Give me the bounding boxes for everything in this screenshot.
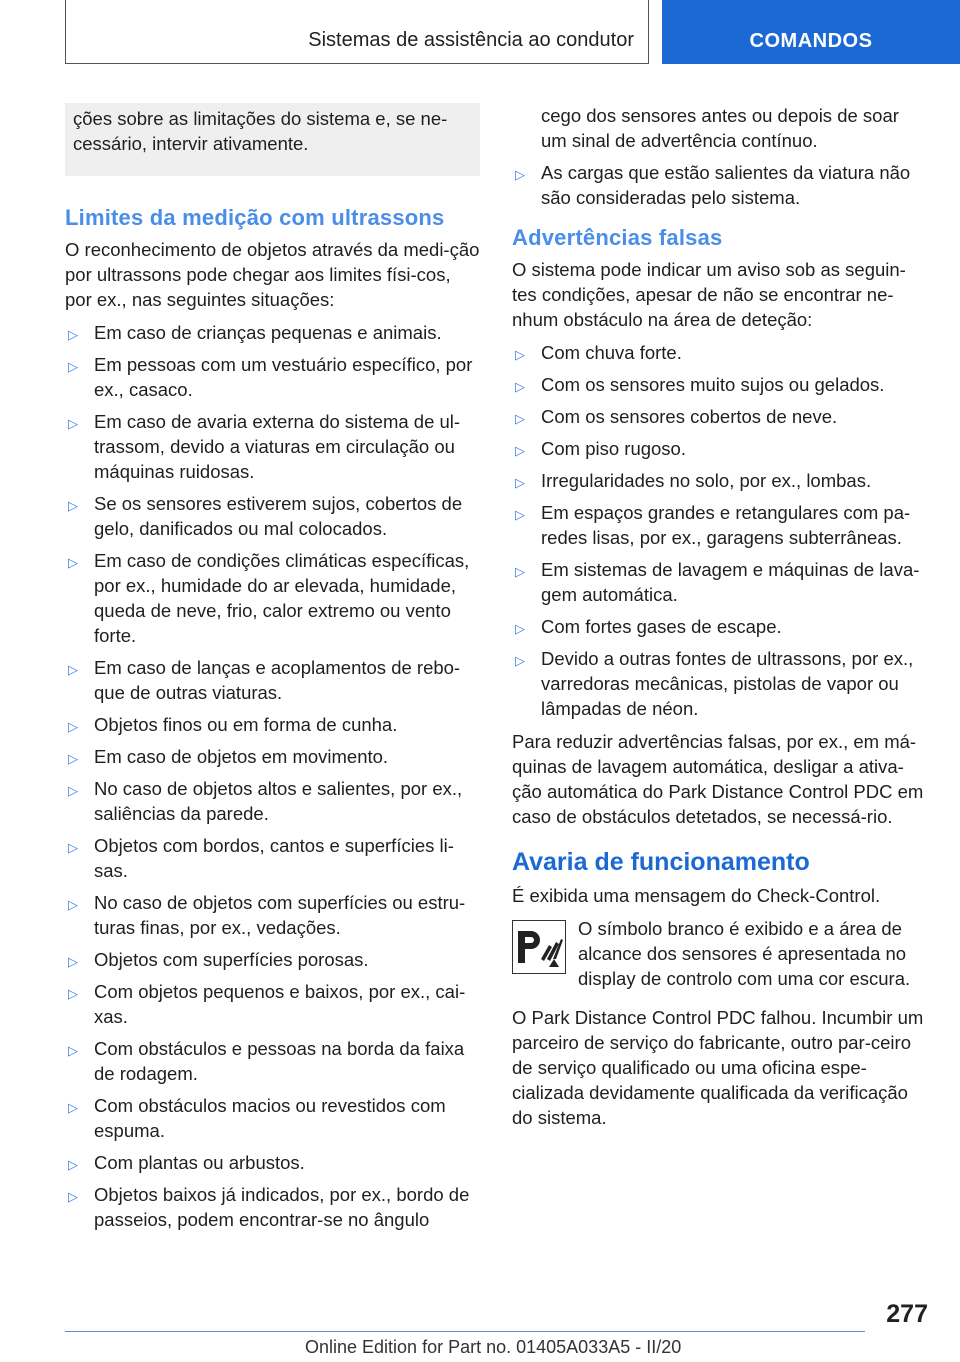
list-item [512,436,927,461]
list-item [65,655,480,705]
heading-malfunction: Avaria de funcionamento [512,848,810,876]
triangle-bullet-icon: ▷ [515,443,525,458]
list-item [65,712,480,737]
list-item [512,646,927,721]
list-item-text: Objetos baixos já indicados, por ex., bordo de passeios, podem encontrar-se no ângulo [94,1184,470,1230]
list-item-text: Devido a outras fontes de ultrassons, por ex., varredoras mecânicas, pistolas de vapor ou lâmpadas de néon. [541,648,914,719]
triangle-bullet-icon: ▷ [515,621,525,636]
triangle-bullet-icon: ▷ [68,359,78,374]
list-item [65,1150,480,1175]
list-item [65,1036,480,1086]
triangle-bullet-icon: ▷ [68,1100,78,1115]
triangle-bullet-icon: ▷ [68,719,78,734]
list-item-text: Objetos com bordos, cantos e superfícies li-sas. [94,835,454,881]
triangle-bullet-icon: ▷ [515,475,525,490]
triangle-bullet-icon: ▷ [68,662,78,677]
list-item [512,557,927,607]
list-item [65,833,480,883]
list-item [512,340,927,365]
list-item [65,1182,480,1232]
triangle-bullet-icon: ▷ [68,555,78,570]
list-item [512,614,927,639]
list-item-text: Com piso rugoso. [541,438,686,459]
list-item-text: Com os sensores cobertos de neve. [541,406,838,427]
list-item-text: Irregularidades no solo, por ex., lombas. [541,470,872,491]
list-item-text: cego dos sensores antes ou depois de soar um sinal de advertência contínuo. [541,105,899,151]
list-item-text: Em espaços grandes e retangulares com pa-redes lisas, por ex., garagens subterrâneas. [541,502,911,548]
footer-edition: Online Edition for Part no. 01405A033A5 - II/20 [305,1337,682,1357]
list-item-text: Em pessoas com um vestuário específico, por ex., casaco. [94,354,473,400]
list-item-text: Com objetos pequenos e baixos, por ex., cai-xas. [94,981,466,1027]
triangle-bullet-icon: ▷ [68,840,78,855]
triangle-bullet-icon: ▷ [515,379,525,394]
list-item [65,744,480,769]
list-item [65,1093,480,1143]
pdc-symbol-row [512,916,927,991]
list-item-text: Objetos finos ou em forma de cunha. [94,714,398,735]
triangle-bullet-icon: ▷ [515,411,525,426]
triangle-bullet-icon: ▷ [68,1043,78,1058]
header-frame [65,0,649,64]
triangle-bullet-icon: ▷ [68,416,78,431]
triangle-bullet-icon: ▷ [68,954,78,969]
false-warnings-list [512,340,927,721]
left-column [65,103,480,1240]
heading-ultrasound-limits: Limites da medição com ultrassons [65,205,445,230]
intro-paragraph: O reconhecimento de objetos através da medi-ção por ultrassons pode chegar aos limites físi-cos, por ex., nas seguintes situações: [65,239,480,310]
list-item [512,103,927,153]
list-item-text: Com os sensores muito sujos ou gelados. [541,374,885,395]
triangle-bullet-icon: ▷ [68,897,78,912]
list-item [512,160,927,210]
list-item [65,409,480,484]
limits-list [65,320,480,1232]
pdc-symbol-text: O símbolo branco é exibido e a área de alcance dos sensores é apresentada no display de controlo com uma cor escura. [578,918,911,989]
list-item [512,404,927,429]
heading-false-warnings: Advertências falsas [512,225,723,250]
list-item-text: Em caso de objetos em movimento. [94,746,389,767]
triangle-bullet-icon: ▷ [515,507,525,522]
list-item [512,372,927,397]
list-item [512,500,927,550]
list-item [512,468,927,493]
list-item-text: Com plantas ou arbustos. [94,1152,305,1173]
page-number: 277 [886,1300,928,1328]
triangle-bullet-icon: ▷ [515,653,525,668]
chapter-tab-label: COMANDOS [749,30,873,52]
check-control-paragraph: É exibida uma mensagem do Check-Control. [512,885,881,906]
list-item-text: Objetos com superfícies porosas. [94,949,369,970]
list-item-text: No caso de objetos com superfícies ou estru-turas finas, por ex., vedações. [94,892,466,938]
list-item [65,776,480,826]
list-item [65,352,480,402]
list-item-text: Em caso de avaria externa do sistema de ul-trassom, devido a viaturas em circulação ou máquinas ruidosas. [94,411,461,482]
triangle-bullet-icon: ▷ [515,347,525,362]
list-item-text: Se os sensores estiverem sujos, cobertos de gelo, danificados ou mal colocados. [94,493,463,539]
triangle-bullet-icon: ▷ [68,783,78,798]
list-item-text: No caso de objetos altos e salientes, por ex., saliências da parede. [94,778,463,824]
pdc-warning-icon [512,920,566,974]
list-item-text: Com fortes gases de escape. [541,616,782,637]
triangle-bullet-icon: ▷ [68,1157,78,1172]
list-item [65,491,480,541]
list-item-text: Em caso de crianças pequenas e animais. [94,322,442,343]
triangle-bullet-icon: ▷ [68,327,78,342]
list-item-text: Com chuva forte. [541,342,682,363]
malfunction-paragraph: O Park Distance Control PDC falhou. Incumbir um parceiro de serviço do fabricante, outro par-ceiro de serviço qualificado ou uma oficina espe-cializada devidamente qualificada da verificação do sistema. [512,1007,924,1128]
list-item [65,890,480,940]
list-item-text: As cargas que estão salientes da viatura não são consideradas pelo sistema. [541,162,911,208]
note-box [65,103,480,176]
continued-list [512,103,927,210]
false-warnings-intro: O sistema pode indicar um aviso sob as seguin-tes condições, apesar de não se encontrar ne-nhum obstáculo na área de deteção: [512,259,906,330]
triangle-bullet-icon: ▷ [515,167,525,182]
footer-divider [65,1331,865,1332]
triangle-bullet-icon: ▷ [515,564,525,579]
triangle-bullet-icon: ▷ [68,1189,78,1204]
list-item-text: Em sistemas de lavagem e máquinas de lava-gem automática. [541,559,920,605]
section-title: Sistemas de assistência ao condutor [308,29,634,51]
list-item-text: Com obstáculos e pessoas na borda da faixa de rodagem. [94,1038,465,1084]
list-item [65,979,480,1029]
right-column [512,103,927,1138]
triangle-bullet-icon: ▷ [68,498,78,513]
reduce-warnings-paragraph: Para reduzir advertências falsas, por ex., em má-quinas de lavagem automática, desligar a ativa-ção automática do Park Distance Control PDC em caso de obstáculos detetados, se necessá-rio. [512,731,924,827]
triangle-bullet-icon: ▷ [68,986,78,1001]
list-item-text: Com obstáculos macios ou revestidos com espuma. [94,1095,446,1141]
list-item [65,947,480,972]
list-item-text: Em caso de condições climáticas específicas, por ex., humidade do ar elevada, humidade, queda de neve, frio, calor extremo ou vento forte. [94,550,470,646]
list-item-text: Em caso de lanças e acoplamentos de rebo-que de outras viaturas. [94,657,461,703]
list-item [65,320,480,345]
triangle-bullet-icon: ▷ [68,751,78,766]
note-text: ções sobre as limitações do sistema e, se ne-cessário, intervir ativamente. [73,108,448,154]
list-item [65,548,480,648]
chapter-tab[interactable] [662,0,960,64]
